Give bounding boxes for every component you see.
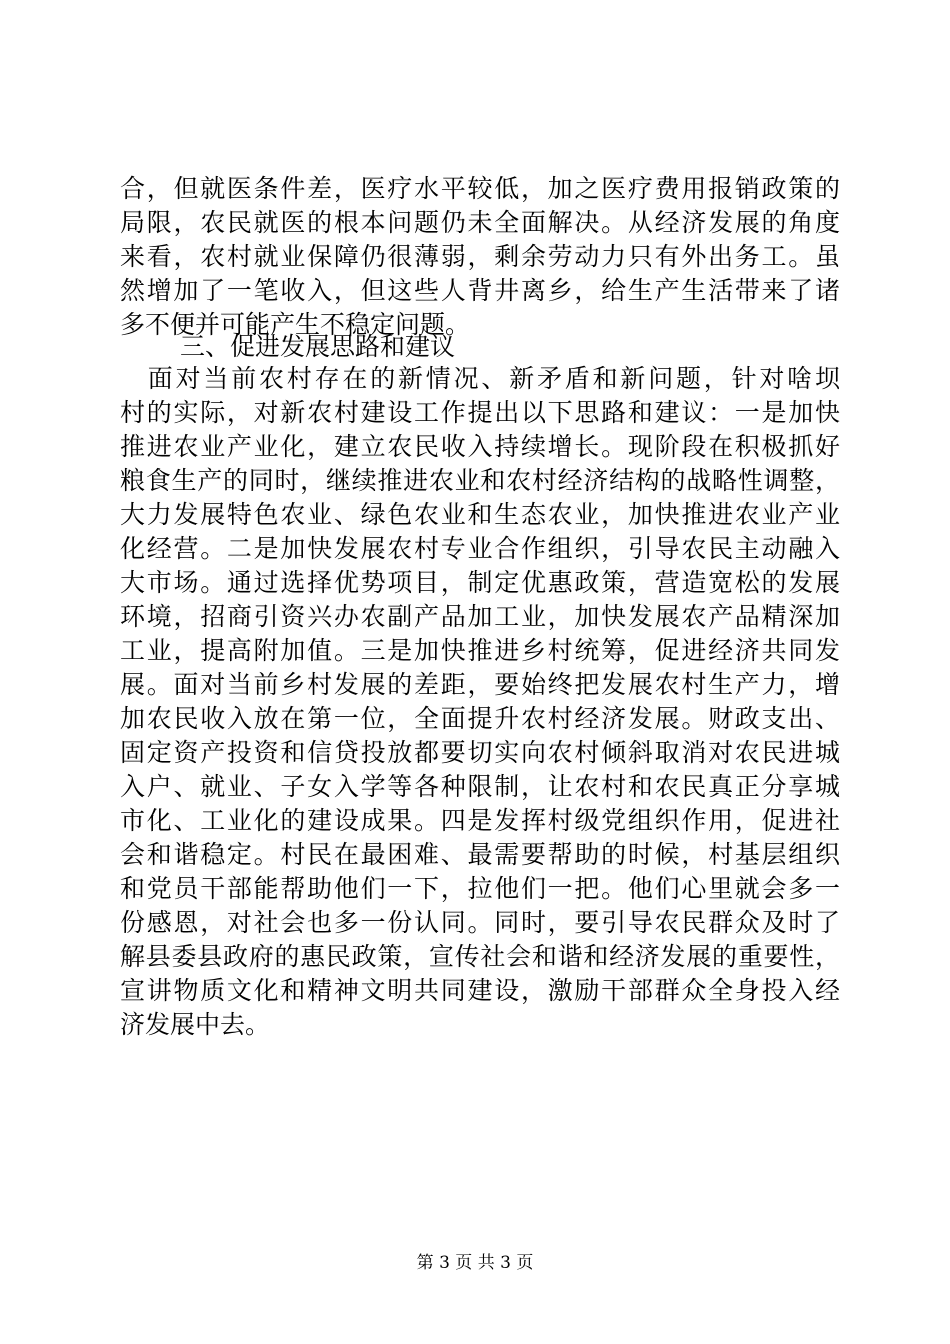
paragraph-2-line: 加农民收入放在第一位，全面提升农村经济发展。财政支出、 [120, 704, 840, 733]
paragraph-2-line: 会和谐稳定。村民在最困难、最需要帮助的时候，村基层组织 [120, 840, 840, 869]
section-heading: 三、促进发展思路和建议 [180, 332, 456, 361]
paragraph-2-line: 环境，招商引资兴办农副产品加工业，加快发展农产品精深加 [120, 602, 840, 631]
paragraph-1-line: 合，但就医条件差，医疗水平较低，加之医疗费用报销政策的 [120, 174, 840, 203]
paragraph-2-line: 村的实际，对新农村建设工作提出以下思路和建议：一是加快 [120, 398, 840, 427]
paragraph-2-line: 份感恩，对社会也多一份认同。同时，要引导农民群众及时了 [120, 908, 840, 937]
paragraph-2-line: 大力发展特色农业、绿色农业和生态农业，加快推进农业产业 [120, 500, 840, 529]
paragraph-2-line: 济发展中去。 [120, 1010, 271, 1039]
paragraph-1-line: 来看，农村就业保障仍很薄弱，剩余劳动力只有外出务工。虽 [120, 242, 840, 271]
paragraph-1-line: 然增加了一笔收入，但这些人背井离乡，给生产生活带来了诸 [120, 276, 840, 305]
paragraph-2-line: 粮食生产的同时，继续推进农业和农村经济结构的战略性调整， [120, 466, 840, 495]
page-footer: 第 3 页 共 3 页 [416, 1253, 534, 1273]
paragraph-2-line: 解县委县政府的惠民政策，宣传社会和谐和经济发展的重要性， [120, 942, 840, 971]
paragraph-1-line: 多不便并可能产生不稳定问题。 [120, 310, 471, 339]
paragraph-2-line: 面对当前农村存在的新情况、新矛盾和新问题，针对啥坝 [120, 364, 840, 393]
paragraph-2-line: 宣讲物质文化和精神文明共同建设，激励干部群众全身投入经 [120, 976, 840, 1005]
paragraph-1-line: 局限，农民就医的根本问题仍未全面解决。从经济发展的角度 [120, 208, 840, 237]
paragraph-2-line: 市化、工业化的建设成果。四是发挥村级党组织作用，促进社 [120, 806, 840, 835]
paragraph-2-line: 展。面对当前乡村发展的差距，要始终把发展农村生产力，增 [120, 670, 840, 699]
paragraph-2-line: 入户、就业、子女入学等各种限制，让农村和农民真正分享城 [120, 772, 840, 801]
paragraph-2-line: 固定资产投资和信贷投放都要切实向农村倾斜取消对农民进城 [120, 738, 840, 767]
paragraph-2-line: 工业，提高附加值。三是加快推进乡村统筹，促进经济共同发 [120, 636, 840, 665]
paragraph-2-line: 化经营。二是加快发展农村专业合作组织，引导农民主动融入 [120, 534, 840, 563]
paragraph-2-line: 和党员干部能帮助他们一下，拉他们一把。他们心里就会多一 [120, 874, 840, 903]
paragraph-2-line: 大市场。通过选择优势项目，制定优惠政策，营造宽松的发展 [120, 568, 840, 597]
paragraph-2-line: 推进农业产业化，建立农民收入持续增长。现阶段在积极抓好 [120, 432, 840, 461]
